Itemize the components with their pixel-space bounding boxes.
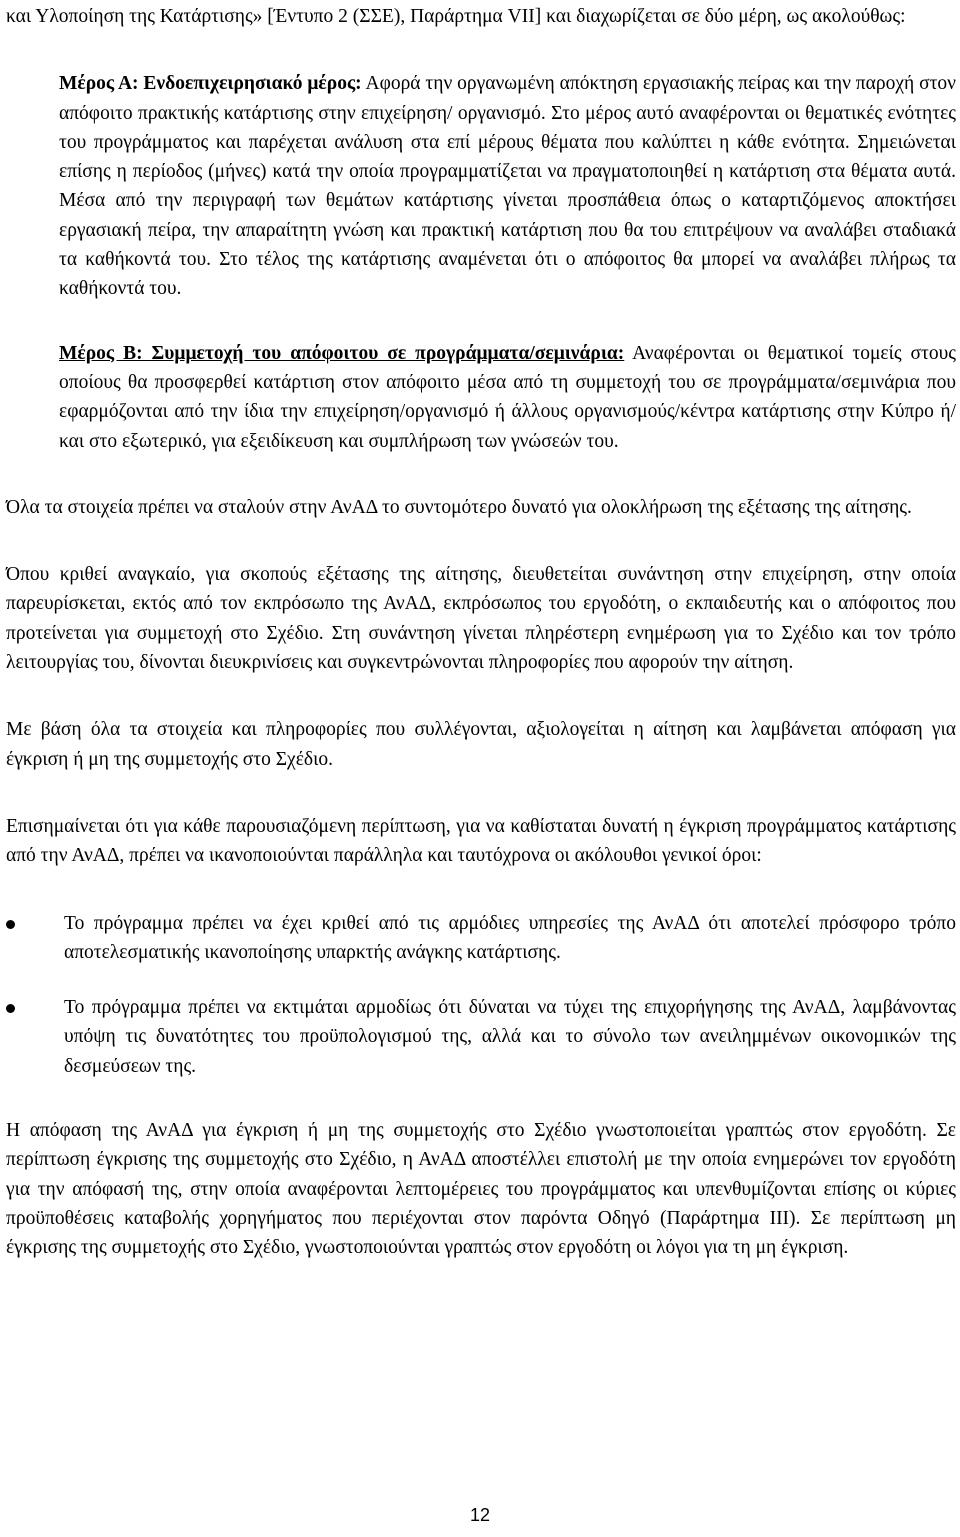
paragraph-meeting: Όπου κριθεί αναγκαίο, για σκοπούς εξέτασης της αίτησης, διευθετείται συνάντηση στην επιχείρηση, στην οποία παρευρίσκεται, εκτός από τον εκπρόσωπο της ΑνΑΔ, εκπρόσωπος του εργοδότη, ο εκπαιδευτής και ο απόφοιτος που προτείνεται για συμμετοχή στο Σχέδιο. Στη συνάντηση γίνεται πληρέστερη ενημέρωση για το Σχέδιο και τον τρόπο λειτουργίας του, δίνονται διευκρινίσεις και συγκεντρώνονται πληροφορίες που αφορούν την αίτηση. <box>6 564 956 674</box>
part-b-paragraph <box>6 339 956 456</box>
part-a-title: Μέρος Α: Ενδοεπιχειρησιακό μέρος: <box>59 73 362 95</box>
paragraph-decision: Η απόφαση της ΑνΑΔ για έγκριση ή μη της συμμετοχής στο Σχέδιο γνωστοποιείται γραπτώς στον εργοδότη. Σε περίπτωση έγκρισης της συμμετοχής στο Σχέδιο, η ΑνΑΔ αποστέλλει επιστολή με την οποία ενημερώνει τον εργοδότη για την απόφασή της, στην οποία αναφέρονται λεπτομέρειες του προγράμματος και υπενθυμίζονται επίσης οι κύριες προϋποθέσεις καταβολής χορηγήματος που περιέχονται στον παρόντα Οδηγό (Παράρτημα ΙΙΙ). Σε περίπτωση μη έγκρισης της συμμετοχής στο Σχέδιο, γνωστοποιούνται γραπτώς στον εργοδότη οι λόγοι για τη μη έγκριση. <box>6 1120 956 1259</box>
part-a-paragraph <box>6 69 956 303</box>
part-b-text: Αναφέρονται οι θεματικοί τομείς στους οποίους θα προσφερθεί κατάρτιση στον απόφοιτο μέσα από τη συμμετοχή του σε προγράμματα/σεμινάρια που εφαρμόζονται από την ίδια την επιχείρηση/οργανισμό ή άλλους οργανισμούς/κέντρα κατάρτισης στην Κύπρο ή/και στο εξωτερικό, για εξειδίκευση και συμπλήρωση των γνώσεών του. <box>59 342 956 452</box>
list-item-text: Το πρόγραμμα πρέπει να έχει κριθεί από τις αρμόδιες υπηρεσίες της ΑνΑΔ ότι αποτελεί πρόσφορο τρόπο αποτελεσματικής ικανοποίησης υπαρκτής ανάγκης κατάρτισης. <box>64 912 956 963</box>
paragraph-evaluation: Με βάση όλα τα στοιχεία και πληροφορίες που συλλέγονται, αξιολογείται η αίτηση και λαμβάνεται απόφαση για έγκριση ή μη της συμμετοχής στο Σχέδιο. <box>6 719 956 770</box>
bullet-icon <box>6 920 15 929</box>
intro-paragraph: και Υλοποίηση της Κατάρτισης» [Έντυπο 2 (ΣΣΕ), Παράρτημα VII] και διαχωρίζεται σε δύο μέρη, ως ακολούθως: <box>6 6 906 27</box>
part-b-title: Μέρος Β: Συμμετοχή του απόφοιτου σε προγράμματα/σεμινάρια: <box>59 342 625 364</box>
list-item-text: Το πρόγραμμα πρέπει να εκτιμάται αρμοδίως ότι δύναται να τύχει της επιχορήγησης της ΑνΑΔ, λαμβάνοντας υπόψη τις δυνατότητες του προϋπολογισμού της, αλλά και το σύνολο των ανειλημμένων οικονομικών της δεσμεύσεων της. <box>64 997 956 1077</box>
list-item <box>6 993 956 1081</box>
paragraph-conditions: Επισημαίνεται ότι για κάθε παρουσιαζόμενη περίπτωση, για να καθίσταται δυνατή η έγκριση προγράμματος κατάρτισης από την ΑνΑΔ, πρέπει να ικανοποιούνται παράλληλα και ταυτόχρονα οι ακόλουθοι γενικοί όροι: <box>6 815 956 867</box>
conditions-list <box>6 909 956 1081</box>
part-a-text: Αφορά την οργανωμένη απόκτηση εργασιακής πείρας και την παροχή στον απόφοιτο πρακτικής κατάρτισης στην επιχείρηση/ οργανισμό. Στο μέρος αυτό αναφέρονται οι θεματικές ενότητες του προγράμματος και παρέχεται ανάλυση στα επί μέρους θέματα που καλύπτει η κάθε ενότητα. Σημειώνεται επίσης η περίοδος (μήνες) κατά την οποία προγραμματίζεται να πραγματοποιηθεί η κατάρτιση στα θέματα αυτά. Μέσα από την περιγραφή των θεμάτων κατάρτισης γίνεται προσπάθεια όπως ο καταρτιζόμενος αποκτήσει εργασιακή πείρα, την απαραίτητη γνώση και πρακτική κατάρτιση που θα του επιτρέψουν να αναλάβει σταδιακά τα καθήκοντά του. Στο τέλος της κατάρτισης αναμένεται ότι ο απόφοιτος θα μπορεί να αναλάβει πλήρως τα καθήκοντά του. <box>59 73 956 300</box>
document-page <box>6 0 956 1263</box>
page-number: 12 <box>469 1505 491 1525</box>
paragraph-submission: Όλα τα στοιχεία πρέπει να σταλούν στην ΑνΑΔ το συντομότερο δυνατό για ολοκλήρωση της εξέτασης της αίτησης. <box>6 496 912 518</box>
list-item <box>6 909 956 968</box>
bullet-icon <box>6 1004 15 1013</box>
